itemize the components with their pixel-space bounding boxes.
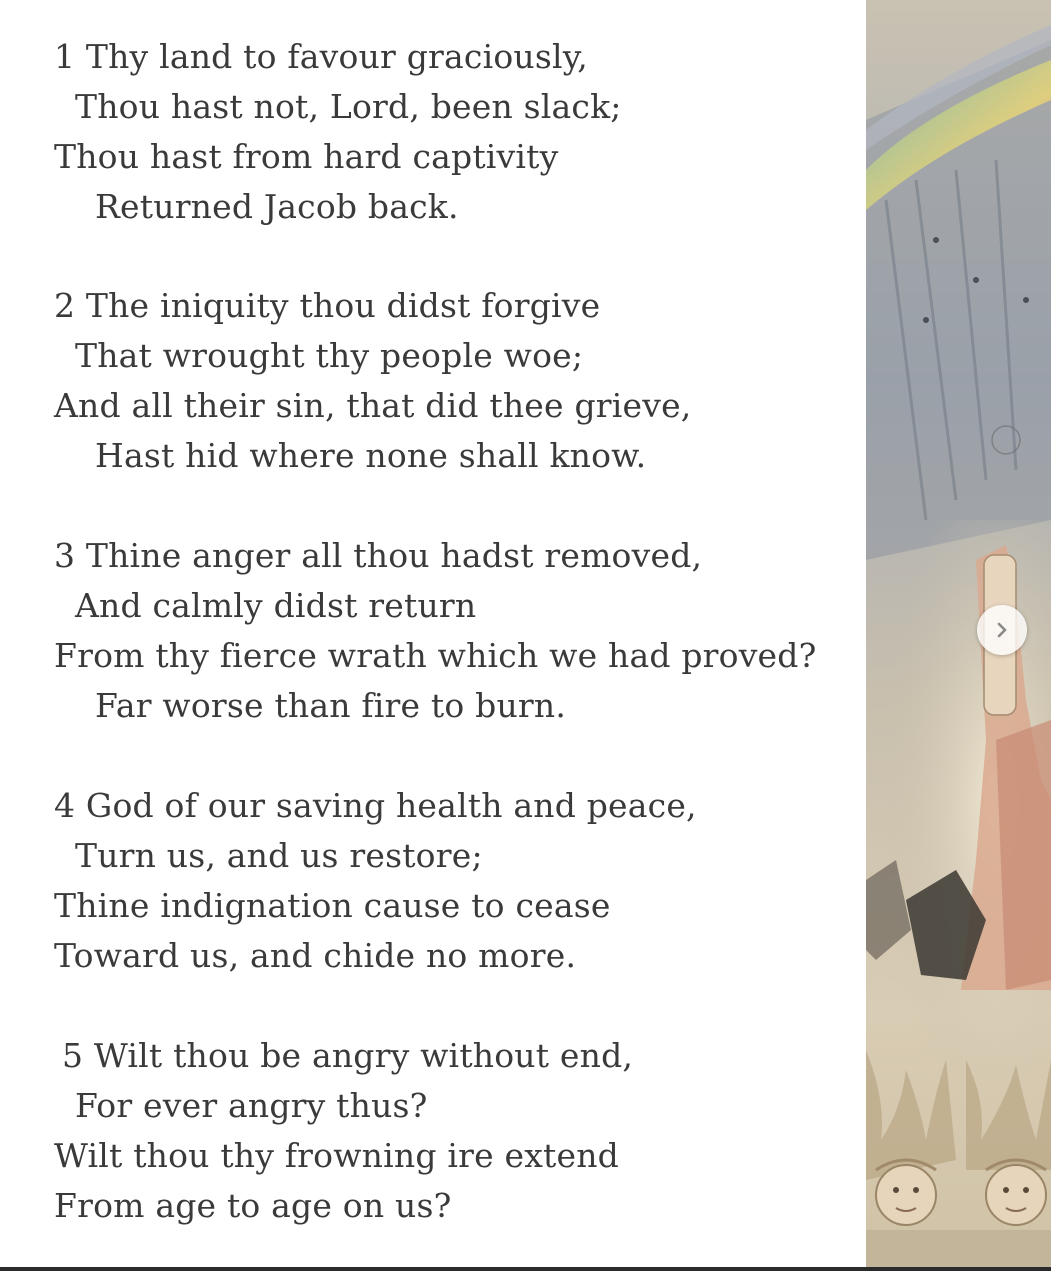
verse-4-line-4: Toward us, and chide no more. [54, 936, 577, 975]
verse-2-line-3: And all their sin, that did thee grieve, [54, 386, 692, 425]
bottom-divider [0, 1267, 1051, 1271]
verse-1-line-4: Returned Jacob back. [95, 187, 459, 226]
verse-2-line-1: 2 The iniquity thou didst forgive [54, 286, 601, 325]
verse-2-line-2: That wrought thy people woe; [75, 336, 584, 375]
verse-5-line-2: For ever angry thus? [75, 1086, 428, 1125]
verse-5-line-1: 5 Wilt thou be angry without end, [62, 1036, 634, 1075]
verse-4-line-2: Turn us, and us restore; [75, 836, 483, 875]
verse-4-line-1: 4 God of our saving health and peace, [54, 786, 697, 825]
verse-1-line-2: Thou hast not, Lord, been slack; [75, 87, 622, 126]
verse-5-line-3: Wilt thou thy frowning ire extend [54, 1136, 620, 1175]
verse-4-line-3: Thine indignation cause to cease [54, 886, 611, 925]
verse-3-line-4: Far worse than fire to burn. [95, 686, 567, 725]
verse-1-line-1: 1 Thy land to favour graciously, [54, 37, 588, 76]
verse-1-line-3: Thou hast from hard captivity [54, 137, 559, 176]
verse-3-line-1: 3 Thine anger all thou hadst removed, [54, 536, 703, 575]
verse-3-line-3: From thy fierce wrath which we had proved? [54, 636, 817, 675]
verse-5-line-4: From age to age on us? [54, 1186, 452, 1225]
verse-2-line-4: Hast hid where none shall know. [95, 436, 647, 475]
chevron-right-icon [992, 620, 1012, 640]
verse-3-line-2: And calmly didst return [75, 586, 477, 625]
carousel-next-button[interactable] [977, 605, 1027, 655]
